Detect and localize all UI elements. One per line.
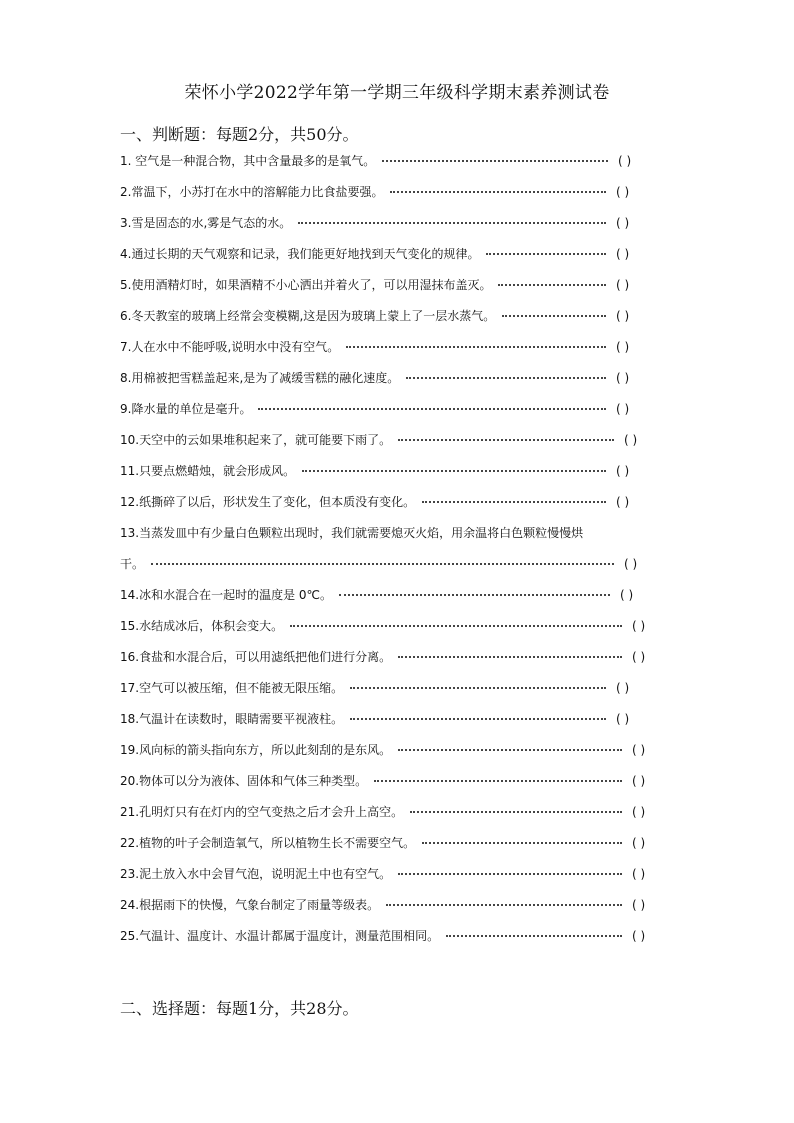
question-text: 2.常温下，小苏打在水中的溶解能力比食盐要强。 [120,185,384,199]
answer-blank[interactable]: ( ) [632,650,646,664]
question-text: 干。 [120,557,145,571]
question-item [120,398,720,420]
question-text: 19.风向标的箭头指向东方，所以此刻刮的是东风。 [120,743,392,757]
answer-blank[interactable]: ( ) [616,216,630,230]
question-item [120,832,720,854]
question-text: 16.食盐和水混合后，可以用滤纸把他们进行分离。 [120,650,392,664]
answer-blank[interactable]: ( ) [632,743,646,757]
question-text: 23.泥土放入水中会冒气泡，说明泥土中也有空气。 [120,867,392,881]
answer-blank[interactable]: ( ) [632,805,646,819]
question-text: 14.冰和水混合在一起时的温度是 0℃。 [120,588,333,602]
leader-dots [339,594,610,596]
leader-dots [298,222,606,224]
question-text: 24.根据雨下的快慢，气象台制定了雨量等级表。 [120,898,380,912]
answer-blank[interactable]: ( ) [616,371,630,385]
question-item [120,553,720,575]
answer-blank[interactable]: ( ) [616,681,630,695]
question-text: 7.人在水中不能呼吸,说明水中没有空气。 [120,340,340,354]
answer-blank[interactable]: ( ) [616,278,630,292]
question-text: 12.纸撕碎了以后，形状发生了变化，但本质没有变化。 [120,495,416,509]
question-item [120,491,720,513]
question-text: 3.雪是固态的水,雾是气态的水。 [120,216,292,230]
answer-blank[interactable]: ( ) [616,185,630,199]
leader-dots [374,780,622,782]
leader-dots [422,501,606,503]
answer-blank[interactable]: ( ) [632,929,646,943]
leader-dots [398,873,622,875]
answer-blank[interactable]: ( ) [620,588,634,602]
answer-blank[interactable]: ( ) [616,712,630,726]
leader-dots [386,904,622,906]
answer-blank[interactable]: ( ) [624,557,638,571]
answer-blank[interactable]: ( ) [616,340,630,354]
leader-dots [258,408,606,410]
section-heading-choice: 二、选择题：每题1分，共28分。 [120,999,359,1018]
answer-blank[interactable]: ( ) [632,619,646,633]
answer-blank[interactable]: ( ) [632,836,646,850]
answer-blank[interactable]: ( ) [616,247,630,261]
leader-dots [350,718,606,720]
question-text: 20.物体可以分为液体、固体和气体三种类型。 [120,774,368,788]
answer-blank[interactable]: ( ) [632,867,646,881]
question-item [120,150,720,172]
question-item [120,646,720,668]
question-item [120,584,720,606]
question-text: 6.冬天教室的玻璃上经常会变模糊,这是因为玻璃上蒙上了一层水蒸气。 [120,309,496,323]
answer-blank[interactable]: ( ) [624,433,638,447]
question-item [120,801,720,823]
question-text: 25.气温计、温度计、水温计都属于温度计，测量范围相同。 [120,929,440,943]
answer-blank[interactable]: ( ) [632,898,646,912]
answer-blank[interactable]: ( ) [632,774,646,788]
question-text: 18.气温计在读数时，眼睛需要平视液柱。 [120,712,344,726]
answer-blank[interactable]: ( ) [618,154,632,168]
leader-dots [398,656,622,658]
question-item [120,336,720,358]
leader-dots [446,935,622,937]
question-text: 17.空气可以被压缩，但不能被无限压缩。 [120,681,344,695]
section-heading-judgment: 一、判断题：每题2分，共50分。 [120,125,359,144]
answer-blank[interactable]: ( ) [616,464,630,478]
question-text: 9.降水量的单位是毫升。 [120,402,252,416]
question-item [120,181,720,203]
question-text: 4.通过长期的天气观察和记录，我们能更好地找到天气变化的规律。 [120,247,480,261]
question-text: 22.植物的叶子会制造氧气，所以植物生长不需要空气。 [120,836,416,850]
leader-dots [390,191,606,193]
page-title: 荣怀小学2022学年第一学期三年级科学期末素养测试卷 [184,83,610,103]
question-text: 21.孔明灯只有在灯内的空气变热之后才会升上高空。 [120,805,404,819]
question-item [120,243,720,265]
leader-dots [290,625,622,627]
question-item [120,274,720,296]
question-item [120,305,720,327]
leader-dots [398,439,614,441]
question-item [120,925,720,947]
answer-blank[interactable]: ( ) [616,402,630,416]
leader-dots [302,470,606,472]
leader-dots [350,687,606,689]
question-text: 8.用棉被把雪糕盖起来,是为了减缓雪糕的融化速度。 [120,371,400,385]
question-item [120,770,720,792]
leader-dots [346,346,606,348]
leader-dots [398,749,622,751]
leader-dots [382,160,608,162]
leader-dots [502,315,606,317]
question-text: 15.水结成冰后，体积会变大。 [120,619,284,633]
question-text: 5.使用酒精灯时，如果酒精不小心洒出并着火了，可以用湿抹布盖灭。 [120,278,492,292]
question-text: 13.当蒸发皿中有少量白色颗粒出现时，我们就需要熄灭火焰，用余温将白色颗粒慢慢烘 [120,526,584,540]
question-item [120,429,720,451]
question-text: 10.天空中的云如果堆积起来了，就可能要下雨了。 [120,433,392,447]
question-item [120,615,720,637]
question-item [120,894,720,916]
question-text: 11.只要点燃蜡烛，就会形成风。 [120,464,296,478]
leader-dots [486,253,606,255]
question-item [120,708,720,730]
leader-dots [410,811,622,813]
question-item [120,677,720,699]
question-item [120,367,720,389]
answer-blank[interactable]: ( ) [616,495,630,509]
leader-dots [422,842,622,844]
question-item [120,212,720,234]
question-item [120,739,720,761]
leader-dots [151,563,614,565]
leader-dots [406,377,606,379]
question-item [120,863,720,885]
question-item [120,522,720,544]
question-item [120,460,720,482]
answer-blank[interactable]: ( ) [616,309,630,323]
question-text: 1. 空气是一种混合物，其中含量最多的是氧气。 [120,154,376,168]
leader-dots [498,284,606,286]
